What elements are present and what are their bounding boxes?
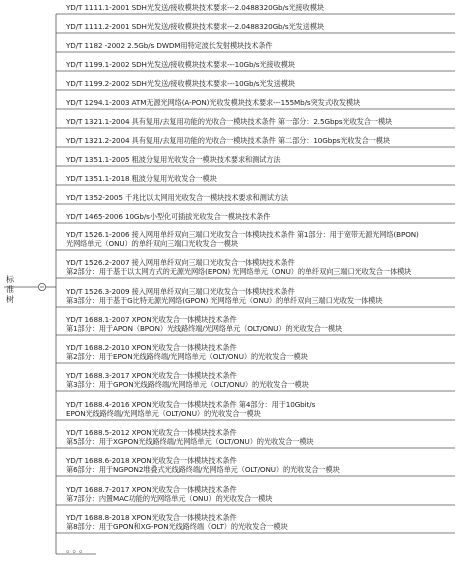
child-node[interactable]	[66, 22, 324, 31]
child-node-line: 第6部分：用于NGPON2堆叠式光线路终端/光网络单元（OLT/ONU）的光收发合一模块	[66, 465, 340, 474]
child-node-line: 光网络单元（ONU）的单纤双向三端口光收发合一模块	[66, 239, 238, 248]
child-node[interactable]	[66, 371, 309, 389]
child-node-line: 第5部分：用于XGPON光线路终端/光网络单元（OLT/ONU）的光收发合一模块	[66, 437, 314, 446]
child-node-line: YD/T 1294.1-2003 ATM无源光网络(A-PON)光收发模块技术要求---155Mb/s突发式收发模块	[66, 98, 361, 107]
child-node[interactable]	[66, 400, 315, 418]
child-node[interactable]	[66, 212, 270, 221]
child-node-line: YD/T 1351.1-2005 粗波分复用光收发合一模块技术要求和测试方法	[66, 155, 281, 164]
child-node[interactable]	[66, 343, 308, 361]
child-node[interactable]	[66, 485, 272, 503]
child-node-line: YD/T 1688.4-2016 XPON光收发合一体模块技术条件 第4部分：用于10Gbit/s	[66, 400, 316, 409]
child-node[interactable]	[66, 41, 273, 50]
child-node[interactable]	[66, 3, 324, 12]
child-node-line: YD/T 1526.3-2009 接入网用单纤双向三端口光收发合一体模块技术条件	[66, 287, 295, 296]
child-node-line: YD/T 1199.1-2002 SDH光发送/接收模块技术要求---10Gb/s光接收模块	[66, 60, 295, 69]
child-node-line: 第2部分：用于基于以太网方式的无源光网络(EPON) 光网络单元（ONU）的单纤双向三端口光收发合一体模块	[66, 267, 412, 276]
child-node[interactable]	[66, 230, 419, 248]
child-node[interactable]	[66, 456, 340, 474]
child-node-line: YD/T 1111.2-2001 SDH光发送/接收模块技术要求---2.0488320Gb/s光发送模块	[66, 22, 324, 31]
child-node[interactable]	[66, 428, 314, 446]
child-node-line: 第3部分：用于基于G比特无源光网络(GPON) 光网络单元（ONU）的单纤双向三端口光收发一体模块	[66, 296, 383, 305]
child-node[interactable]	[66, 258, 411, 276]
minus-circle-icon[interactable]	[38, 283, 45, 290]
child-node-line: YD/T 1351.1-2018 粗波分复用光收发合一模块	[66, 174, 217, 183]
more-ellipsis: 。。。	[66, 545, 91, 555]
child-node-line: YD/T 1526.1-2006 接入网用单纤双向三端口光收发合一体模块技术条件 第1部分：用于宽带无源光网络(BPON)	[66, 230, 419, 239]
child-node-line: YD/T 1111.1-2001 SDH光发送/接收模块技术要求---2.0488320Gb/s光接收模块	[66, 3, 324, 12]
child-node-line: YD/T 1199.2-2002 SDH光发送/接收模块技术要求---10Gb/s光发送模块	[66, 79, 295, 88]
child-node-line: YD/T 1321.1-2004 具有复用/去复用功能的光收合一模块技术条件 第一部分：2.5Gbps光收发合一模块	[66, 117, 393, 126]
child-node-line: 第8部分：用于GPON和XG-PON光线路终端（OLT）的光收发合一模块	[66, 522, 288, 531]
child-node-line: YD/T 1688.5-2012 XPON光收发合一体模块技术条件	[66, 428, 237, 437]
root-node[interactable]: 标准树	[6, 275, 14, 304]
child-node[interactable]	[66, 315, 342, 333]
child-node-line: YD/T 1688.7-2017 XPON光收发合一体模块技术条件	[66, 485, 237, 494]
child-node[interactable]	[66, 193, 288, 202]
child-node-line: YD/T 1321.2-2004 具有复用/去复用功能的光收合一模块技术条件 第二部分：10Gbps光收发合一模块	[66, 136, 390, 145]
child-node-line: YD/T 1182 -2002 2.5Gb/s DWDM用特定波长发射模块技术条件	[66, 41, 273, 50]
child-node-line: EPON光线路终端/光网络单元（OLT/ONU）的光收发合一模块	[66, 409, 261, 418]
child-node[interactable]	[66, 136, 390, 145]
child-node-line: YD/T 1688.1-2007 XPON光收发合一体模块技术条件	[66, 315, 237, 324]
child-node-line: 第2部分：用于EPON光线路终端/光网络单元（OLT/ONU）的光收发合一模块	[66, 352, 308, 361]
child-node[interactable]	[66, 117, 392, 126]
child-node-line: 第1部分：用于APON（BPON）光线路终端/光网络单元（OLT/ONU）的光收发合一模块	[66, 324, 343, 333]
child-node[interactable]	[66, 79, 295, 88]
child-node[interactable]	[66, 60, 295, 69]
child-node[interactable]	[66, 98, 360, 107]
child-node-line: YD/T 1688.2-2010 XPON光收发合一体模块技术条件	[66, 343, 237, 352]
child-node-line: 第3部分：用于GPON光线路终端/光网络单元（OLT/ONU）的光收发合一模块	[66, 380, 309, 389]
child-node[interactable]	[66, 513, 288, 531]
child-node-line: YD/T 1526.2-2007 接入网用单纤双向三端口光收发合一体模块技术条件	[66, 258, 295, 267]
child-node-line: YD/T 1352-2005 千兆比以太网用光收发合一模块技术要求和测试方法	[66, 193, 288, 202]
child-node[interactable]	[66, 174, 217, 183]
child-node-line: YD/T 1465-2006 10Gb/s小型化可插拔光收发合一模块技术条件	[66, 212, 271, 221]
child-node-line: YD/T 1688.6-2018 XPON光收发合一体模块技术条件	[66, 456, 237, 465]
child-node-line: YD/T 1688.3-2017 XPON光收发合一体模块技术条件	[66, 371, 237, 380]
child-node[interactable]	[66, 287, 382, 305]
child-node-line: YD/T 1688.8-2018 XPON光收发合一体模块技术条件	[66, 513, 237, 522]
child-node[interactable]	[66, 155, 280, 164]
child-node-line: 第7部分：内置MAC功能的光网络单元（ONU）的光收发合一模块	[66, 494, 273, 503]
